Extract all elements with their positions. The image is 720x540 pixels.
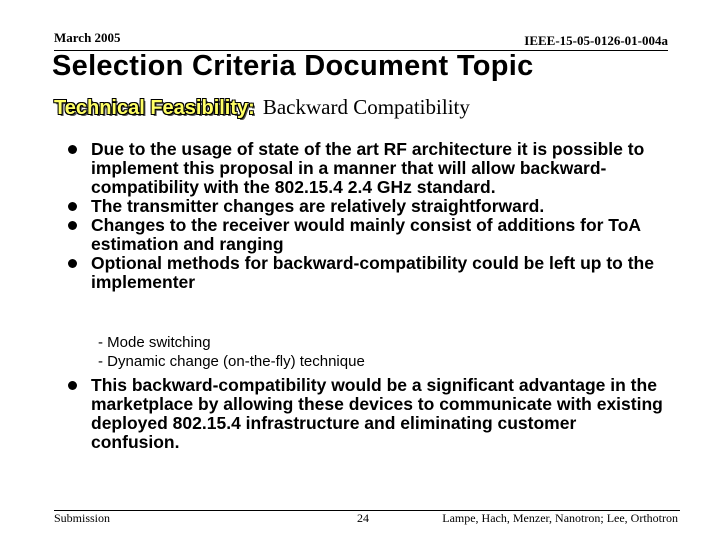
subtitle-label: Technical Feasibility: (54, 97, 255, 119)
bullet-dot-icon (68, 259, 77, 268)
bullet-dot-icon (68, 221, 77, 230)
bullet-text: Changes to the receiver would mainly consist of additions for ToA estimation and ranging (91, 215, 641, 254)
header-document-id: IEEE-15-05-0126-01-004a (524, 33, 668, 48)
bullet-item (68, 216, 668, 254)
footer-submission: Submission (54, 511, 111, 525)
bullet-list-secondary (68, 376, 668, 452)
bullet-text: Due to the usage of state of the art RF architecture it is possible to implement this proposal in a manner that will allow backward-compatibility with the 802.15.4 2.4 GHz standard. (91, 139, 645, 197)
bullet-dot-icon (68, 145, 77, 154)
bullet-text: Optional methods for backward-compatibility could be left up to the implementer (91, 253, 654, 292)
bullet-text: This backward-compatibility would be a significant advantage in the marketplace by allowing these devices to communicate with existing deployed 802.15.4 infrastructure and eliminating customer confusion. (91, 375, 663, 452)
header-date: March 2005 (54, 30, 121, 45)
bullet-text: The transmitter changes are relatively straightforward. (91, 196, 545, 216)
bullet-dot-icon (68, 202, 77, 211)
footer-authors: Lampe, Hach, Menzer, Nanotron; Lee, Orthotron (442, 511, 678, 525)
subtitle-value: Backward Compatibility (262, 95, 470, 119)
bullet-dot-icon (68, 381, 77, 390)
bullet-item (68, 376, 668, 452)
slide-subtitle (54, 95, 470, 120)
bullet-item (68, 140, 668, 197)
bullet-list (68, 140, 668, 292)
sub-item-list (98, 333, 365, 371)
bullet-item (68, 254, 668, 292)
sub-item: - Mode switching (98, 334, 211, 351)
slide-title: Selection Criteria Document Topic (52, 50, 534, 82)
bullet-item (68, 197, 668, 216)
sub-item: - Dynamic change (on-the-fly) technique (98, 353, 365, 370)
footer-page-number: 24 (357, 511, 369, 525)
